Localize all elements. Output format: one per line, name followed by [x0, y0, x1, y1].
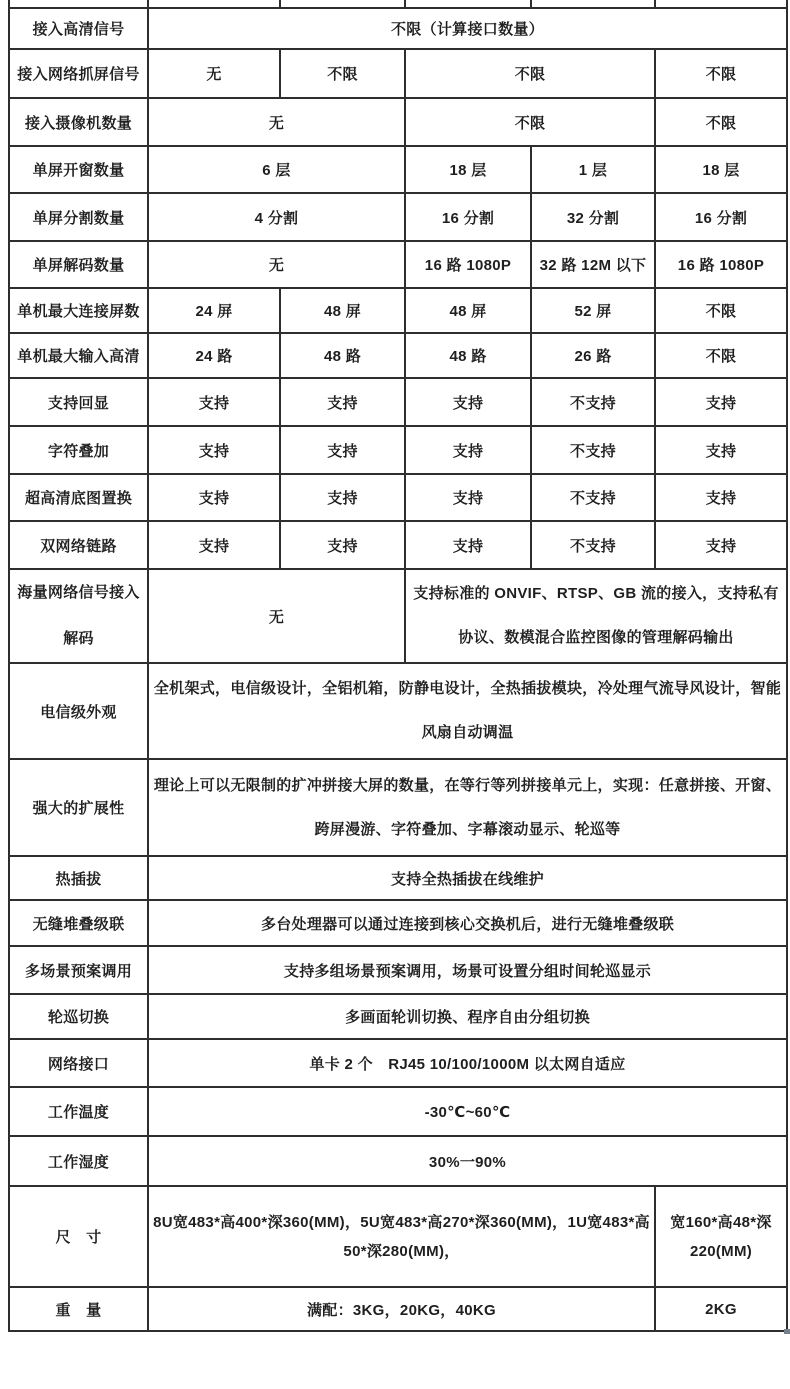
- table-row: [9, 663, 787, 759]
- table-row: [9, 1287, 787, 1331]
- cell: 8U宽483*高400*深360(MM)，5U宽483*高270*深360(MM)，1U宽483*高50*深280(MM)，: [148, 1186, 655, 1287]
- cell: 支持: [655, 474, 787, 521]
- table-row: [9, 378, 787, 426]
- cell: 4 分割: [148, 193, 405, 241]
- row-header: 支持回显: [9, 378, 148, 426]
- cell: 无: [148, 98, 405, 146]
- cell: 不限: [405, 49, 655, 98]
- cell: 48 屏: [280, 288, 405, 333]
- cell: 48 屏: [405, 288, 531, 333]
- table-row: [9, 474, 787, 521]
- cell: 无: [148, 241, 405, 288]
- row-header: 接入网络抓屏信号: [9, 49, 148, 98]
- cell: 不限: [280, 49, 405, 98]
- row-header: 热插拔: [9, 856, 148, 900]
- cell: 16 分割: [405, 193, 531, 241]
- cell: 支持: [148, 474, 280, 521]
- cell: 32 分割: [531, 193, 655, 241]
- table-row: [9, 569, 787, 663]
- table-row: [9, 900, 787, 946]
- row-header: [9, 0, 148, 8]
- table-row: [9, 49, 787, 98]
- row-header: 接入高清信号: [9, 8, 148, 49]
- cell: 2KG: [655, 1287, 787, 1331]
- cell: 支持: [655, 378, 787, 426]
- cell: 支持: [405, 426, 531, 474]
- cell: 16 路 1080P: [655, 241, 787, 288]
- cell: 16 路 1080P: [405, 241, 531, 288]
- row-header: 尺 寸: [9, 1186, 148, 1287]
- cell: 支持多组场景预案调用，场景可设置分组时间轮巡显示: [148, 946, 787, 994]
- cell: 不支持: [531, 521, 655, 569]
- table-row-partial: [9, 0, 787, 8]
- row-header: 接入摄像机数量: [9, 98, 148, 146]
- cell: 26 路: [531, 333, 655, 378]
- row-header: 工作湿度: [9, 1136, 148, 1186]
- cell: 支持: [405, 378, 531, 426]
- cell: 满配：3KG，20KG，40KG: [148, 1287, 655, 1331]
- cell: 支持: [280, 426, 405, 474]
- cell: 多台处理器可以通过连接到核心交换机后，进行无缝堆叠级联: [148, 900, 787, 946]
- table-row: [9, 193, 787, 241]
- table-row: [9, 521, 787, 569]
- row-header: 网络接口: [9, 1039, 148, 1087]
- cell: 不限（计算接口数量）: [148, 8, 787, 49]
- table-row: [9, 333, 787, 378]
- cell: 支持: [148, 378, 280, 426]
- row-header: 单屏分割数量: [9, 193, 148, 241]
- cell: [531, 0, 655, 8]
- cell: 48 路: [405, 333, 531, 378]
- table-row: [9, 288, 787, 333]
- cell: 支持: [405, 521, 531, 569]
- cell: 无: [148, 49, 280, 98]
- cell: 支持标准的 ONVIF、RTSP、GB 流的接入，支持私有协议、数模混合监控图像的管理解码输出: [405, 569, 787, 663]
- cell: 宽160*高48*深220(MM): [655, 1186, 787, 1287]
- cell: 52 屏: [531, 288, 655, 333]
- cell: 24 屏: [148, 288, 280, 333]
- row-header: 工作温度: [9, 1087, 148, 1136]
- cell: 支持: [655, 426, 787, 474]
- row-header: 强大的扩展性: [9, 759, 148, 856]
- cell: 不限: [405, 98, 655, 146]
- row-header: 海量网络信号接入解码: [9, 569, 148, 663]
- table-row: [9, 946, 787, 994]
- cell: 不限: [655, 288, 787, 333]
- table-row: [9, 426, 787, 474]
- table-row: [9, 241, 787, 288]
- cell: 无: [148, 569, 405, 663]
- row-header: 超高清底图置换: [9, 474, 148, 521]
- cell: 1 层: [531, 146, 655, 193]
- table-row: [9, 146, 787, 193]
- table-row: [9, 1087, 787, 1136]
- cell: 不支持: [531, 378, 655, 426]
- cell: [280, 0, 405, 8]
- row-header: 多场景预案调用: [9, 946, 148, 994]
- table-row: [9, 8, 787, 49]
- table-row: [9, 1186, 787, 1287]
- cell: [405, 0, 531, 8]
- cell: 30%一90%: [148, 1136, 787, 1186]
- cell: 单卡 2 个 RJ45 10/100/1000M 以太网自适应: [148, 1039, 787, 1087]
- row-header: 单机最大连接屏数: [9, 288, 148, 333]
- cell: 支持: [280, 521, 405, 569]
- cell: -30℃~60℃: [148, 1087, 787, 1136]
- cell: 支持: [280, 378, 405, 426]
- row-header: 双网络链路: [9, 521, 148, 569]
- cell: 16 分割: [655, 193, 787, 241]
- cell: 不支持: [531, 474, 655, 521]
- cell: 支持: [280, 474, 405, 521]
- cell: 支持全热插拔在线维护: [148, 856, 787, 900]
- cell: 支持: [655, 521, 787, 569]
- cell: [655, 0, 787, 8]
- row-header: 轮巡切换: [9, 994, 148, 1039]
- cell: 6 层: [148, 146, 405, 193]
- table-row: [9, 98, 787, 146]
- spec-table: [8, 0, 786, 1332]
- row-header: 单屏开窗数量: [9, 146, 148, 193]
- row-header: 重 量: [9, 1287, 148, 1331]
- cell: 32 路 12M 以下: [531, 241, 655, 288]
- table-row: [9, 1136, 787, 1186]
- cell: 不限: [655, 333, 787, 378]
- cell: 48 路: [280, 333, 405, 378]
- row-header: 电信级外观: [9, 663, 148, 759]
- cell: 支持: [148, 426, 280, 474]
- cell: 不限: [655, 49, 787, 98]
- cell: 18 层: [655, 146, 787, 193]
- spec-comparison-table: [8, 0, 788, 1332]
- cell: 不支持: [531, 426, 655, 474]
- cell: 24 路: [148, 333, 280, 378]
- row-header: 字符叠加: [9, 426, 148, 474]
- cell: 全机架式，电信级设计，全铝机箱，防静电设计，全热插拔模块，冷处理气流导风设计，智能风扇自动调温: [148, 663, 787, 759]
- cell: [148, 0, 280, 8]
- cell: 18 层: [405, 146, 531, 193]
- resize-handle-artifact: [784, 1329, 790, 1334]
- cell: 不限: [655, 98, 787, 146]
- table-row: [9, 994, 787, 1039]
- row-header: 无缝堆叠级联: [9, 900, 148, 946]
- row-header: 单机最大输入高清: [9, 333, 148, 378]
- table-row: [9, 1039, 787, 1087]
- cell: 理论上可以无限制的扩冲拼接大屏的数量，在等行等列拼接单元上，实现：任意拼接、开窗、跨屏漫游、字符叠加、字幕滚动显示、轮巡等: [148, 759, 787, 856]
- cell: 支持: [405, 474, 531, 521]
- table-row: [9, 856, 787, 900]
- table-row: [9, 759, 787, 856]
- cell: 多画面轮训切换、程序自由分组切换: [148, 994, 787, 1039]
- row-header: 单屏解码数量: [9, 241, 148, 288]
- cell: 支持: [148, 521, 280, 569]
